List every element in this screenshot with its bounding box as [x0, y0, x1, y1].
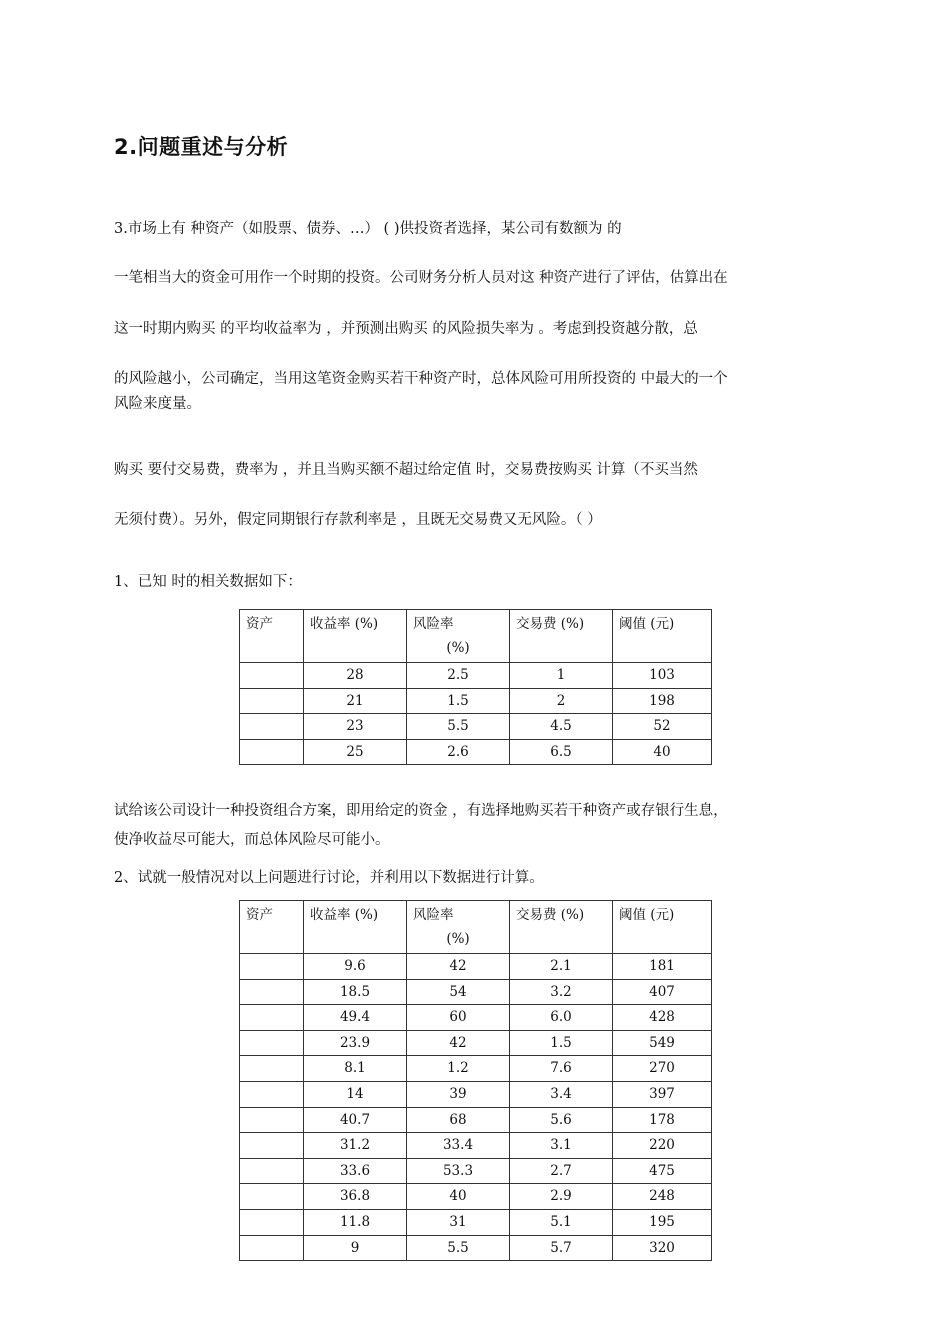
table-row — [240, 1235, 712, 1261]
table-cell: 178 — [613, 1107, 712, 1133]
table-cell: 8.1 — [304, 1056, 407, 1082]
table-row — [240, 714, 712, 740]
table-cell: 7.6 — [510, 1056, 613, 1082]
table-cell — [240, 663, 304, 689]
table-row — [240, 1005, 712, 1031]
table-row — [240, 954, 712, 980]
table-cell — [240, 1235, 304, 1261]
header-risk-rate — [407, 901, 510, 954]
table-cell: 1.5 — [510, 1030, 613, 1056]
table-cell: 103 — [613, 663, 712, 689]
table-cell: 2.1 — [510, 954, 613, 980]
table-cell: 5.7 — [510, 1235, 613, 1261]
table-row — [240, 1081, 712, 1107]
table-cell: 248 — [613, 1184, 712, 1210]
paragraph-line: 试给该公司设计一种投资组合方案，即用给定的资金 ，有选择地购买若干种资产或存银行生息， — [114, 803, 728, 819]
table-cell — [240, 1081, 304, 1107]
table-cell — [240, 1056, 304, 1082]
table-cell: 2.7 — [510, 1158, 613, 1184]
table-cell: 220 — [613, 1133, 712, 1159]
table-cell: 25 — [304, 739, 407, 765]
table-cell: 23 — [304, 714, 407, 740]
table-cell — [240, 1107, 304, 1133]
table-cell: 3.2 — [510, 979, 613, 1005]
table-cell: 53.3 — [407, 1158, 510, 1184]
table-cell: 3.4 — [510, 1081, 613, 1107]
table-cell: 31 — [407, 1209, 510, 1235]
paragraph-line: 风险来度量。 — [114, 396, 201, 412]
table-cell: 40.7 — [304, 1107, 407, 1133]
header-return-rate: 收益率 (%) — [304, 901, 407, 954]
table-cell: 2 — [510, 688, 613, 714]
table-cell — [240, 1030, 304, 1056]
header-risk-unit: (%) — [446, 931, 470, 947]
table-cell: 31.2 — [304, 1133, 407, 1159]
paragraph-line: 使净收益尽可能大，而总体风险尽可能小。 — [114, 832, 390, 848]
table-row — [240, 1209, 712, 1235]
table-cell: 14 — [304, 1081, 407, 1107]
table-cell: 42 — [407, 1030, 510, 1056]
paragraph-line: 购买 要付交易费，费率为 ，并且当购买额不超过给定值 时，交易费按购买 计算（不买当然 — [114, 462, 698, 478]
header-asset: 资产 — [240, 901, 304, 954]
table-cell: 5.5 — [407, 1235, 510, 1261]
table-cell: 397 — [613, 1081, 712, 1107]
table-row — [240, 1158, 712, 1184]
question-2: 2、试就一般情况对以上问题进行讨论，并利用以下数据进行计算。 — [114, 870, 544, 886]
header-risk-label: 风险率 — [413, 616, 454, 632]
table-cell: 40 — [407, 1184, 510, 1210]
table-cell: 320 — [613, 1235, 712, 1261]
header-threshold: 阈值 (元) — [613, 610, 712, 663]
table-cell: 28 — [304, 663, 407, 689]
table-cell: 68 — [407, 1107, 510, 1133]
table-cell: 407 — [613, 979, 712, 1005]
header-risk-rate — [407, 610, 510, 663]
table-cell: 1.5 — [407, 688, 510, 714]
table-cell: 181 — [613, 954, 712, 980]
data-table-2 — [239, 900, 712, 1261]
table-cell: 5.1 — [510, 1209, 613, 1235]
table-cell — [240, 954, 304, 980]
table-cell: 9.6 — [304, 954, 407, 980]
table-row — [240, 1107, 712, 1133]
table-cell — [240, 1209, 304, 1235]
paragraph-line: 这一时期内购买 的平均收益率为 ，并预测出购买 的风险损失率为 。考虑到投资越分散，总 — [114, 321, 698, 337]
table-cell: 6.0 — [510, 1005, 613, 1031]
table-cell: 475 — [613, 1158, 712, 1184]
header-threshold: 阈值 (元) — [613, 901, 712, 954]
table-cell: 33.4 — [407, 1133, 510, 1159]
table-cell: 54 — [407, 979, 510, 1005]
table-cell: 1 — [510, 663, 613, 689]
table-cell: 428 — [613, 1005, 712, 1031]
table-cell: 52 — [613, 714, 712, 740]
header-asset: 资产 — [240, 610, 304, 663]
table-cell: 5.6 — [510, 1107, 613, 1133]
table-cell: 21 — [304, 688, 407, 714]
header-risk-unit: (%) — [446, 640, 470, 656]
data-table-1 — [239, 609, 712, 765]
table-cell — [240, 1133, 304, 1159]
table-cell: 2.9 — [510, 1184, 613, 1210]
table-cell: 11.8 — [304, 1209, 407, 1235]
table-cell — [240, 1184, 304, 1210]
table-cell: 9 — [304, 1235, 407, 1261]
question-1: 1、已知 时的相关数据如下： — [114, 574, 302, 590]
header-fee: 交易费 (%) — [510, 901, 613, 954]
table-cell: 549 — [613, 1030, 712, 1056]
table-cell — [240, 979, 304, 1005]
table-row — [240, 688, 712, 714]
table-cell: 23.9 — [304, 1030, 407, 1056]
table-header-row — [240, 610, 712, 663]
table-cell: 198 — [613, 688, 712, 714]
table-cell — [240, 688, 304, 714]
table-cell: 49.4 — [304, 1005, 407, 1031]
table-row — [240, 1184, 712, 1210]
table-cell — [240, 1158, 304, 1184]
table-cell: 270 — [613, 1056, 712, 1082]
table-cell: 42 — [407, 954, 510, 980]
header-fee: 交易费 (%) — [510, 610, 613, 663]
table-cell: 2.5 — [407, 663, 510, 689]
table-cell — [240, 714, 304, 740]
table-row — [240, 739, 712, 765]
section-heading: 2.问题重述与分析 — [114, 135, 289, 159]
table-cell: 2.6 — [407, 739, 510, 765]
table-cell: 39 — [407, 1081, 510, 1107]
paragraph-line: 的风险越小，公司确定，当用这笔资金购买若干种资产时，总体风险可用所投资的 中最大的一个 — [114, 371, 728, 387]
paragraph-line: 无须付费）。另外，假定同期银行存款利率是 ，且既无交易费又无风险。（ ） — [114, 512, 602, 528]
table-cell: 195 — [613, 1209, 712, 1235]
table-cell: 40 — [613, 739, 712, 765]
table-header-row — [240, 901, 712, 954]
paragraph-line: 3.市场上有 种资产（如股票、债券、…） ( )供投资者选择，某公司有数额为 的 — [114, 221, 622, 237]
table-row — [240, 979, 712, 1005]
table-cell: 18.5 — [304, 979, 407, 1005]
table-cell: 3.1 — [510, 1133, 613, 1159]
table-cell: 36.8 — [304, 1184, 407, 1210]
table-row — [240, 1133, 712, 1159]
header-return-rate: 收益率 (%) — [304, 610, 407, 663]
table-cell: 5.5 — [407, 714, 510, 740]
table-cell: 33.6 — [304, 1158, 407, 1184]
header-risk-label: 风险率 — [413, 907, 454, 923]
table-row — [240, 1056, 712, 1082]
table-cell: 6.5 — [510, 739, 613, 765]
table-cell: 4.5 — [510, 714, 613, 740]
table-cell — [240, 739, 304, 765]
table-row — [240, 1030, 712, 1056]
table-cell: 1.2 — [407, 1056, 510, 1082]
table-cell — [240, 1005, 304, 1031]
table-cell: 60 — [407, 1005, 510, 1031]
paragraph-line: 一笔相当大的资金可用作一个时期的投资。公司财务分析人员对这 种资产进行了评估，估算出在 — [114, 270, 728, 286]
table-row — [240, 663, 712, 689]
